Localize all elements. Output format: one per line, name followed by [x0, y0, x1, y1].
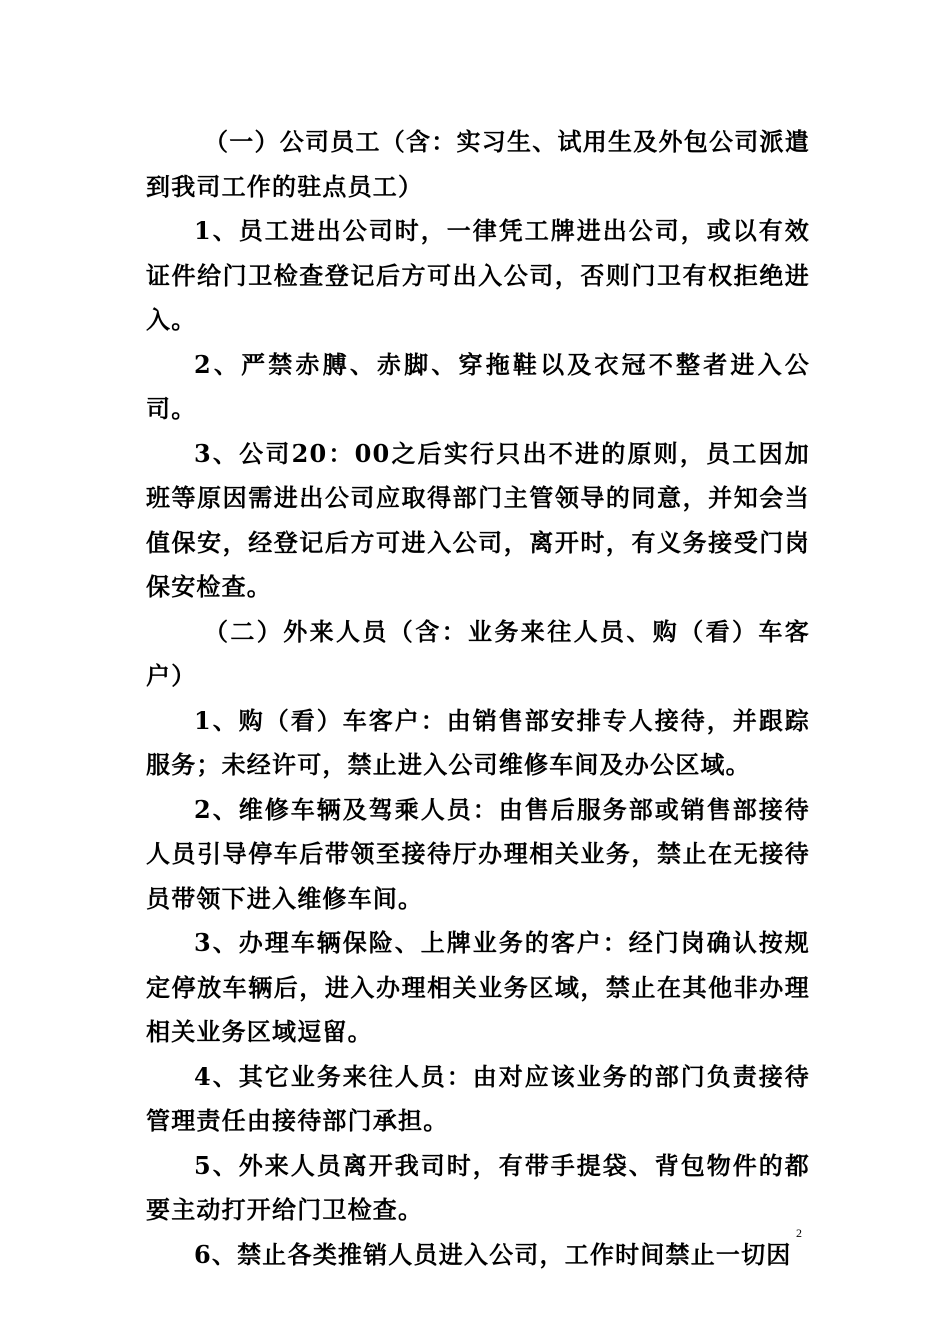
section-2-item-1: 1、购（看）车客户：由销售部安排专人接待，并跟踪服务；未经许可，禁止进入公司维修车间及办公区域。	[146, 705, 810, 779]
section-2-heading: （二）外来人员（含：业务来往人员、购（看）车客户）	[146, 616, 810, 690]
section-1-item-2: 2、严禁赤膊、赤脚、穿拖鞋以及衣冠不整者进入公司。	[146, 349, 810, 423]
section-2-item-6: 6、禁止各类推销人员进入公司，工作时间禁止一切因	[194, 1239, 792, 1269]
section-2-item-3: 3、办理车辆保险、上牌业务的客户：经门岗确认按规定停放车辆后，进入办理相关业务区域，禁止在其他非办理相关业务区域逗留。	[146, 928, 810, 1046]
section-2-item-2: 2、维修车辆及驾乘人员：由售后服务部或销售部接待人员引导停车后带领至接待厅办理相关业务，禁止在无接待员带领下进入维修车间。	[146, 794, 810, 913]
section-1-item-3: 3、公司20：00之后实行只出不进的原则，员工因加班等原因需进出公司应取得部门主管领导的同意，并知会当值保安，经登记后方可进入公司，离开时，有义务接受门岗保安检查。	[146, 438, 810, 601]
section-1-heading: （一）公司员工（含：实习生、试用生及外包公司派遣到我司工作的驻点员工）	[146, 127, 810, 201]
section-1-item-1: 1、员工进出公司时，一律凭工牌进出公司，或以有效证件给门卫检查登记后方可出入公司，否则门卫有权拒绝进入。	[146, 216, 810, 334]
page-number: 2	[796, 1226, 802, 1240]
section-2-item-5: 5、外来人员离开我司时，有带手提袋、背包物件的都要主动打开给门卫检查。	[146, 1150, 810, 1224]
section-2-item-4: 4、其它业务来往人员：由对应该业务的部门负责接待管理责任由接待部门承担。	[146, 1061, 810, 1135]
document-body	[146, 120, 810, 1277]
